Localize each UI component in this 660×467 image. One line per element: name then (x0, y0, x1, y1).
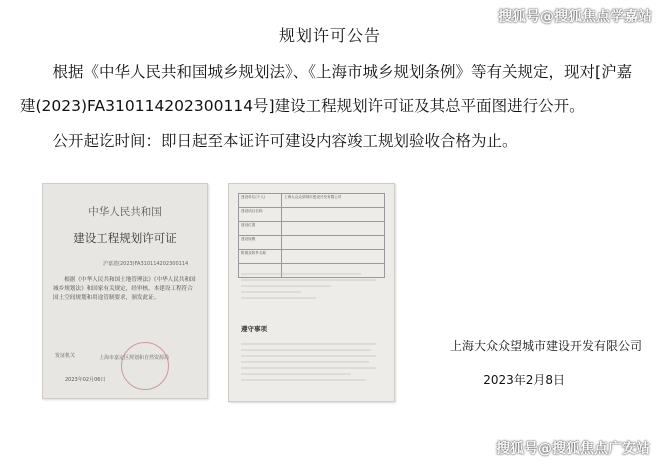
certificate-number: 沪嘉建(2023)FA310114202300114 (103, 261, 189, 267)
table-cell: 上海大众众望城市建设开发有限公司 (282, 194, 385, 208)
certificate-date: 2023年02月06日 (65, 377, 106, 383)
table-row (239, 194, 385, 208)
notice-paragraph-2: 公开起讫时间：即日起至本证许可建设内容竣工规划验收合格为止。 (52, 132, 518, 150)
certificate-country: 中华人民共和国 (88, 206, 162, 218)
table-cell (282, 222, 385, 236)
watermark-bottom: 搜狐号@搜狐焦点广安站 (496, 441, 650, 457)
table-cell: 附图及附件名称 (239, 250, 282, 264)
certificate-issuer-dept: 上海市嘉定区规划和自然资源局 (99, 355, 170, 361)
notice-paragraph-1: 根据《中华人民共和国城乡规划法》、《上海市城乡规划条例》等有关规定，现对[沪嘉建(2023)FA310114202300114号]建设工程规划许可证及其总平面图进行公开。 (20, 63, 633, 115)
watermark-top: 搜狐号@搜狐焦点学嘉站 (498, 9, 652, 25)
attachment-tips-title: 遵守事项 (241, 325, 267, 333)
table-cell: 建设位置 (239, 222, 282, 236)
permit-certificate-image (42, 183, 208, 399)
attachment-notes-lines (241, 270, 381, 310)
page-title: 规划许可公告 (278, 26, 381, 45)
signature-date: 2023年2月8日 (483, 373, 565, 387)
attachment-table (238, 193, 385, 278)
table-row (239, 222, 385, 236)
certificate-body: 根据《中华人民共和国土地管理法》《中华人民共和国城乡规划法》和国家有关规定，经审核，本建设工程符合国土空间规划和用途管制要求，颁发此证。 (53, 277, 196, 301)
table-row (239, 208, 385, 222)
official-seal (121, 342, 169, 390)
table-cell (282, 208, 385, 222)
table-cell (282, 250, 385, 264)
table-row (239, 250, 385, 264)
certificate-issuer-label: 发证机关 (55, 353, 76, 359)
permit-attachment-image (228, 183, 395, 402)
table-cell (282, 236, 385, 250)
certificate-name: 建设工程规划许可证 (73, 231, 177, 245)
table-cell: 建设单位(个人) (239, 194, 282, 208)
company-signature: 上海大众众望城市建设开发有限公司 (449, 339, 642, 353)
table-cell: 建设规模 (239, 236, 282, 250)
table-cell: 建设项目名称 (239, 208, 282, 222)
attachment-tips-lines (241, 338, 381, 388)
table-row (239, 236, 385, 250)
